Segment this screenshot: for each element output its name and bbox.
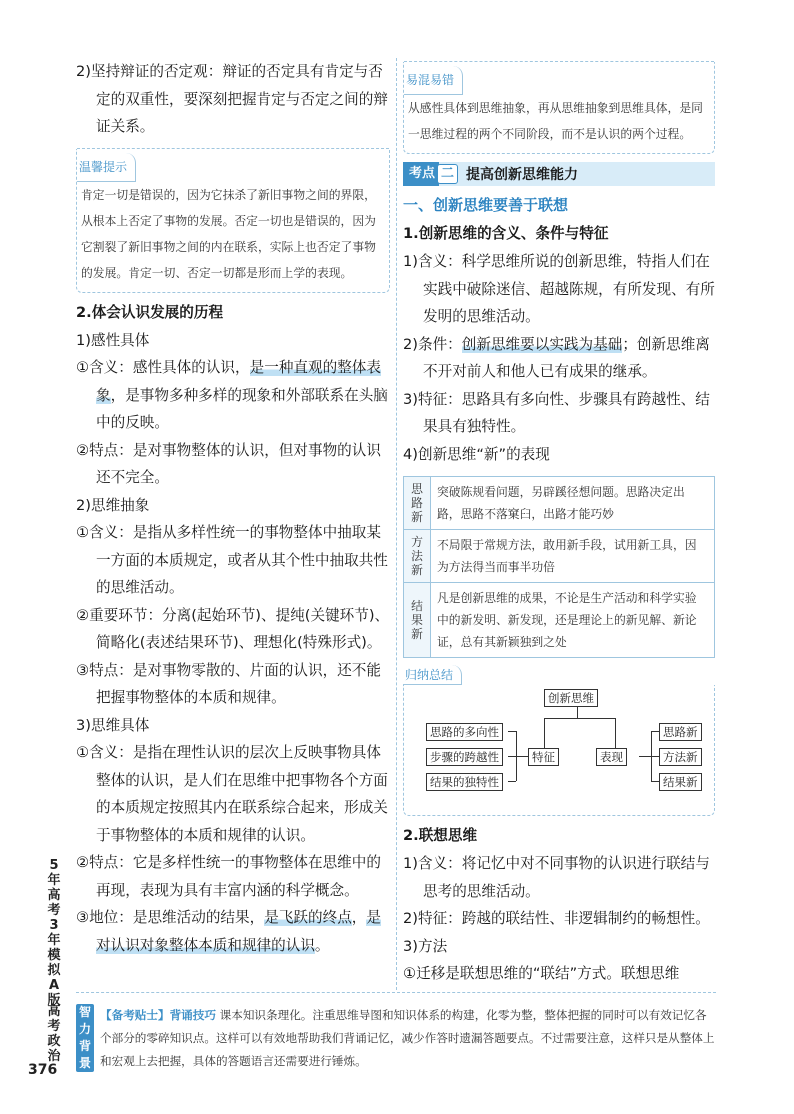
text: ③地位：是思维活动的结果， bbox=[76, 909, 265, 926]
right-column bbox=[403, 58, 715, 988]
text: ，是事物多种多样的现象和外部联系在头脑中的反映。 bbox=[96, 386, 388, 431]
diagram-root: 创新思维 bbox=[544, 689, 598, 707]
diagram-line bbox=[639, 756, 651, 757]
diagram-line bbox=[651, 756, 659, 757]
footer-text bbox=[100, 1004, 716, 1073]
paragraph-negation: 2)坚持辩证的否定观：辩证的否定具有肯定与否定的双重性，要深刻把握肯定与否定之间的辩证关系。 bbox=[76, 63, 388, 135]
key-point-tag: 考点 bbox=[403, 162, 439, 186]
innovation-meaning: 1)含义：科学思维所说的创新思维，特指人们在实践中破除迷信、超越陈规，有所发现、有所发明的思维活动。 bbox=[403, 253, 715, 325]
summary-section bbox=[403, 664, 715, 816]
confuse-box bbox=[403, 62, 715, 154]
table-row bbox=[404, 477, 715, 530]
tip-label: 温馨提示 bbox=[77, 153, 136, 182]
association-method: 3)方法 bbox=[403, 937, 448, 955]
summary-diagram bbox=[403, 685, 715, 816]
table-key: 结果新 bbox=[404, 583, 431, 658]
footer-badge: 智力背景 bbox=[76, 1004, 94, 1072]
abstract-feature: ③特点：是对事物零散的、片面的认识，还不能把握事物整体的本质和规律。 bbox=[76, 661, 381, 706]
diagram-line bbox=[508, 756, 516, 757]
tip-text: 肯定一切是错误的，因为它抹杀了新旧事物之间的界限，从根本上否定了事物的发展。否定一切也是错误的，因为它割裂了新旧事物之间的内在联系，实际上也否定了事物的发展。肯定一切、否定一切都是形而上学的表现。 bbox=[81, 187, 376, 280]
diagram-right-item: 思路新 bbox=[659, 723, 702, 741]
confuse-box-top bbox=[404, 61, 714, 62]
text: 2)条件： bbox=[403, 335, 462, 353]
diagram-left-item: 结果的独特性 bbox=[426, 773, 503, 791]
text: ， bbox=[351, 909, 367, 926]
highlight: 创新思维要以实践为基础 bbox=[461, 335, 623, 353]
diagram-left-mid: 特征 bbox=[528, 748, 559, 766]
highlight: 是一种直观的整体表象 bbox=[96, 359, 381, 404]
table-key: 方法新 bbox=[404, 530, 431, 583]
page-number: 376 bbox=[28, 1062, 58, 1078]
association-feature: 2)特征：跨越的联结性、非逻辑制约的畅想性。 bbox=[403, 910, 710, 927]
diagram-line bbox=[651, 731, 659, 732]
footer-label: 【备考贴士】背诵技巧 bbox=[100, 1008, 216, 1022]
table-row bbox=[404, 583, 715, 658]
heading-cognition: 2.体会认识发展的历程 bbox=[76, 303, 224, 321]
diagram-line bbox=[516, 756, 528, 757]
heading-association: 2.联想思维 bbox=[403, 827, 478, 844]
innovation-feature: 3)特征：思路具有多向性、步骤具有跨越性、结果具有独特性。 bbox=[403, 390, 710, 435]
key-point-title: 提高创新思维能力 bbox=[466, 167, 579, 183]
tip-box bbox=[76, 149, 390, 293]
diagram-line bbox=[508, 731, 516, 732]
innovation-new-title: 4)创新思维“新”的表现 bbox=[403, 445, 550, 463]
highlight: 是飞跃的终点 bbox=[264, 909, 352, 926]
diagram-line bbox=[544, 718, 616, 719]
key-point-number: 二 bbox=[437, 164, 458, 184]
text: ；创新思维离不开对前人和他人已有成果的继承。 bbox=[423, 335, 710, 380]
diagram-right-item: 方法新 bbox=[659, 748, 702, 766]
association-transfer: ①迁移是联想思维的“联结”方式。联想思维 bbox=[403, 965, 680, 982]
sidebar-series: 5年高考3年模拟 A版 bbox=[47, 858, 61, 1008]
diagram-left-item: 思路的多向性 bbox=[426, 723, 503, 741]
diagram-right-item: 结果新 bbox=[659, 773, 702, 791]
sidebar-subject: 高考政治 bbox=[47, 1004, 61, 1064]
table-row bbox=[404, 530, 715, 583]
diagram-right-mid: 表现 bbox=[596, 748, 627, 766]
section-title: 一、创新思维要善于联想 bbox=[403, 196, 569, 214]
confuse-text: 从感性具体到思维抽象，再从思维抽象到思维具体，是同一思维过程的两个不同阶段，而不是认识的两个过程。 bbox=[408, 101, 703, 141]
highlight: 是对认识对象整体本质和规律的认识 bbox=[96, 909, 382, 954]
concrete-status bbox=[76, 904, 390, 959]
footer-divider bbox=[76, 992, 716, 993]
table-key: 思路新 bbox=[404, 477, 431, 530]
abstract-steps: ②重要环节：分离(起始环节)、提纯(关键环节)、简略化(表述结果环节)、理想化(特殊形式)。 bbox=[76, 606, 390, 651]
diagram-line bbox=[577, 706, 578, 718]
heading-innovation: 1.创新思维的含义、条件与特征 bbox=[403, 225, 609, 242]
confuse-label: 易混易错 bbox=[404, 66, 463, 95]
left-column bbox=[76, 58, 390, 959]
diagram-line bbox=[508, 781, 516, 782]
table-value: 不局限于常规方法，敢用新手段，试用新工具，因为方法得当而事半功倍 bbox=[431, 530, 715, 583]
concrete-feature: ②特点：它是多样性统一的事物整体在思维中的再现，表现为具有丰富内涵的科学概念。 bbox=[76, 854, 381, 899]
diagram-line bbox=[651, 781, 659, 782]
summary-label: 归纳总结 bbox=[403, 665, 462, 685]
text: 。 bbox=[314, 936, 330, 954]
tip-box-top bbox=[77, 148, 389, 149]
key-point-header bbox=[403, 162, 715, 186]
diagram-line bbox=[544, 718, 545, 748]
footer-body: 课本知识条理化。注重思维导图和知识体系的构建，化零为整，整体把握的同时可以有效记忆各个部分的零碎知识点。这样可以有效地帮助我们背诵记忆，减少作答时遗漏答题要点。不过需要注意，这样只是从整体上和宏观上去把握，具体的答题语言还需要进行锤炼。 bbox=[100, 1008, 715, 1068]
perceptual-feature: ②特点：是对事物整体的认识，但对事物的认识还不完全。 bbox=[76, 441, 381, 486]
innovation-table bbox=[403, 476, 715, 658]
diagram-line bbox=[615, 718, 616, 748]
column-divider bbox=[396, 58, 397, 990]
sub-perceptual: 1)感性具体 bbox=[76, 331, 150, 349]
perceptual-meaning bbox=[76, 354, 390, 437]
abstract-meaning: ①含义：是指从多样性统一的事物整体中抽取某一方面的本质规定，或者从其个性中抽取共性的思维活动。 bbox=[76, 524, 388, 596]
sub-abstract: 2)思维抽象 bbox=[76, 496, 150, 514]
association-meaning: 1)含义：将记忆中对不同事物的认识进行联结与思考的思维活动。 bbox=[403, 855, 710, 900]
table-value: 凡是创新思维的成果，不论是生产活动和科学实验中的新发明、新发现，还是理论上的新见解、新论证，总有其新颖独到之处 bbox=[431, 583, 715, 658]
table-value: 突破陈规看问题，另辟蹊径想问题。思路决定出路，思路不落窠臼，出路才能巧妙 bbox=[431, 477, 715, 530]
text: ①含义：感性具体的认识， bbox=[76, 359, 250, 376]
sub-concrete: 3)思维具体 bbox=[76, 716, 150, 734]
concrete-meaning: ①含义：是指在理性认识的层次上反映事物具体整体的认识，是人们在思维中把事物各个方面的本质规定按照其内在联系综合起来，形成关于事物整体的本质和规律的认识。 bbox=[76, 744, 388, 844]
innovation-condition bbox=[403, 331, 715, 386]
diagram-left-item: 步骤的跨越性 bbox=[426, 748, 503, 766]
